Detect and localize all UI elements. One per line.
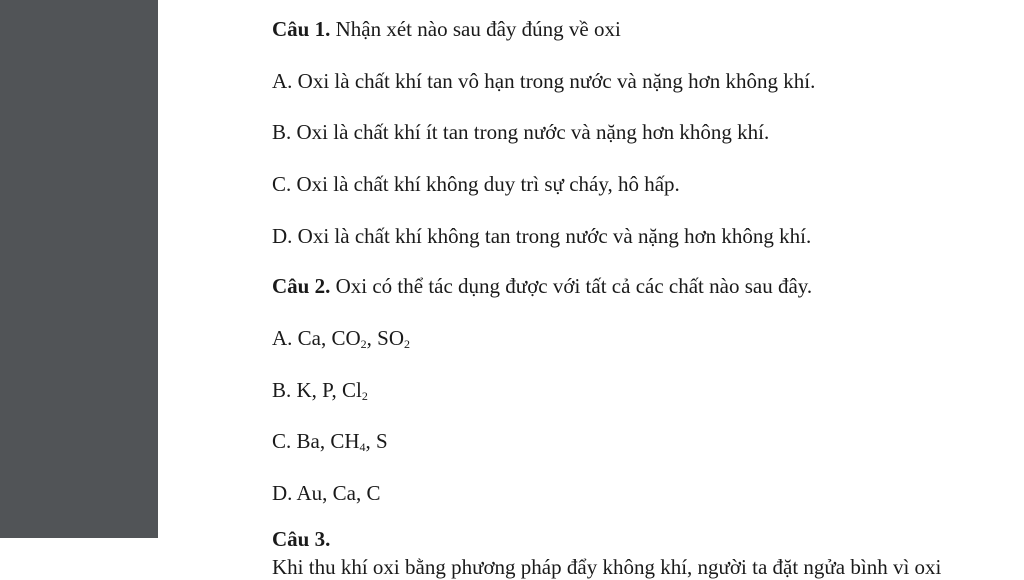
option-c-subscript-1: 4: [359, 440, 366, 454]
option-a-part-2: , SO: [366, 326, 405, 350]
question-1-option-d: D. Oxi là chất khí không tan trong nước và nặng hơn không khí.: [272, 224, 812, 248]
question-3-partial-line: [272, 526, 1024, 580]
question-1-option-b: B. Oxi là chất khí ít tan trong nước và nặng hơn không khí.: [272, 120, 770, 144]
question-3-number: Câu 3.: [272, 527, 331, 551]
question-2-text: Oxi có thể tác dụng được với tất cả các chất nào sau đây.: [330, 274, 813, 298]
document-page: [158, 0, 1024, 579]
option-a-subscript-2: 2: [404, 337, 411, 351]
question-2-option-d: D. Au, Ca, C: [272, 481, 381, 505]
question-1-number: Câu 1.: [272, 17, 331, 41]
option-b-subscript-1: 2: [361, 389, 368, 403]
question-3-partial: [272, 524, 1024, 579]
option-a-part-1: A. Ca, CO: [272, 326, 361, 350]
option-c-part-1: C. Ba, CH: [272, 429, 360, 453]
question-2: [272, 273, 812, 299]
question-1: [272, 16, 621, 42]
question-1-text: Nhận xét nào sau đây đúng về oxi: [330, 17, 621, 41]
viewer-side-panel: [0, 0, 158, 538]
question-2-option-a: [272, 325, 410, 351]
question-2-option-c: [272, 428, 388, 454]
option-b-part-1: B. K, P, Cl: [272, 378, 362, 402]
option-a-subscript-1: 2: [360, 337, 367, 351]
question-1-option-c: C. Oxi là chất khí không duy trì sự cháy, hô hấp.: [272, 172, 680, 196]
question-1-option-a: A. Oxi là chất khí tan vô hạn trong nước và nặng hơn không khí.: [272, 69, 816, 93]
question-2-number: Câu 2.: [272, 274, 331, 298]
question-2-option-b: [272, 377, 368, 403]
option-c-part-2: , S: [365, 429, 388, 453]
question-3-text: Khi thu khí oxi bằng phương pháp đẩy không khí, người ta đặt ngửa bình vì oxi: [272, 555, 942, 579]
